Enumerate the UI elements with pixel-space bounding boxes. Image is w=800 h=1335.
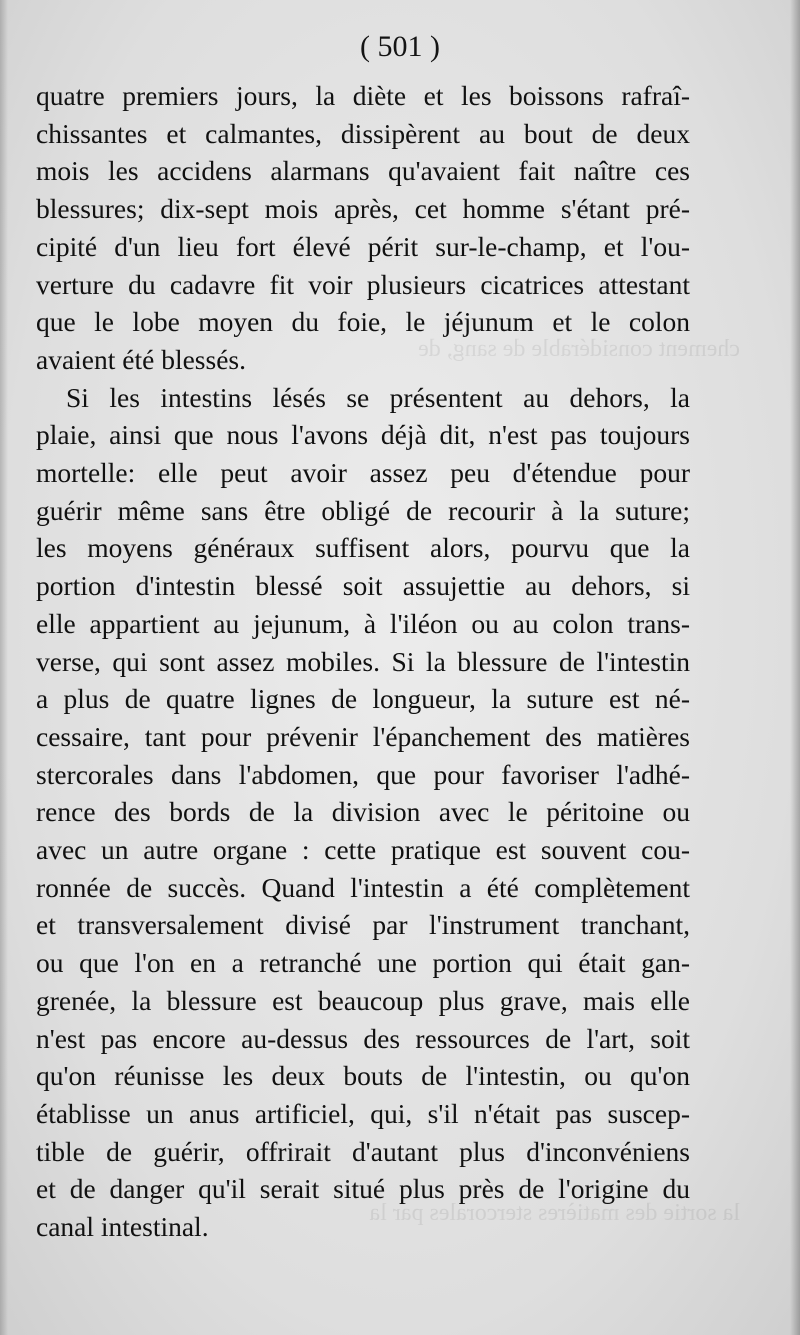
text-line: blessures; dix-sept mois après, cet homme s'étant pré-	[36, 193, 690, 225]
text-line: que le lobe moyen du foie, le jéjunum et le colon	[36, 306, 690, 338]
text-line: avaient été blessés.	[36, 343, 246, 375]
text-line: verse, qui sont assez mobiles. Si la blessure de l'intestin	[36, 645, 690, 677]
page-right-shadow	[790, 0, 800, 1335]
text-line: ou que l'on en a retranché une portion qui était gan-	[36, 947, 690, 979]
text-line: avec un autre organe : cette pratique est souvent cou-	[36, 834, 690, 866]
text-line: quatre premiers jours, la diète et les boissons rafraî-	[36, 80, 690, 111]
text-line: chissantes et calmantes, dissipèrent au bout de deux	[36, 117, 690, 149]
text-line: qu'on réunisse les deux bouts de l'intestin, ou qu'on	[36, 1060, 690, 1092]
text-line: les moyens généraux suffisent alors, pourvu que la	[36, 532, 690, 564]
body-text	[36, 77, 690, 1246]
page-left-shadow	[0, 0, 8, 1335]
paragraph	[36, 379, 690, 1246]
paragraph	[36, 77, 690, 379]
text-line: verture du cadavre fit voir plusieurs cicatrices attestant	[36, 268, 690, 300]
text-line: guérir même sans être obligé de recourir à la suture;	[36, 494, 690, 526]
text-line: n'est pas encore au-dessus des ressources de l'art, soit	[36, 1022, 690, 1054]
text-line: mortelle: elle peut avoir assez peu d'étendue pour	[36, 457, 690, 489]
bleed-through-text: la sortie des matières stercorales par la	[369, 1200, 740, 1226]
text-line: canal intestinal.	[36, 1211, 209, 1243]
text-line: Si les intestins lésés se présentent au dehors, la	[66, 381, 690, 413]
text-line: elle appartient au jejunum, à l'iléon ou au colon trans-	[36, 607, 690, 639]
page-number: ( 501 )	[360, 30, 440, 63]
text-line: cessaire, tant pour prévenir l'épanchement des matières	[36, 720, 690, 752]
text-line: a plus de quatre lignes de longueur, la suture est né-	[36, 683, 690, 715]
text-line: cipité d'un lieu fort élevé périt sur-le-champ, et l'ou-	[36, 230, 690, 262]
text-line: mois les accidens alarmans qu'avaient fait naître ces	[36, 155, 690, 187]
text-line: ronnée de succès. Quand l'intestin a été complètement	[36, 871, 690, 903]
text-line: grenée, la blessure est beaucoup plus grave, mais elle	[36, 984, 690, 1016]
text-line: stercorales dans l'abdomen, que pour favoriser l'adhé-	[36, 758, 690, 790]
text-line: et transversalement divisé par l'instrument tranchant,	[36, 909, 690, 941]
text-line: tible de guérir, offrirait d'autant plus d'inconvéniens	[36, 1135, 690, 1167]
paragraph-container	[36, 77, 690, 1246]
text-line: plaie, ainsi que nous l'avons déjà dit, n'est pas toujours	[36, 419, 690, 451]
text-line: portion d'intestin blessé soit assujettie au dehors, si	[36, 570, 690, 602]
bleed-through-text: chement considérable de sang, de	[418, 336, 740, 362]
text-line: rence des bords de la division avec le péritoine ou	[36, 796, 690, 828]
text-line: et de danger qu'il serait situé plus près de l'origine du	[36, 1173, 690, 1205]
text-line: établisse un anus artificiel, qui, s'il n'était pas suscep-	[36, 1097, 690, 1129]
